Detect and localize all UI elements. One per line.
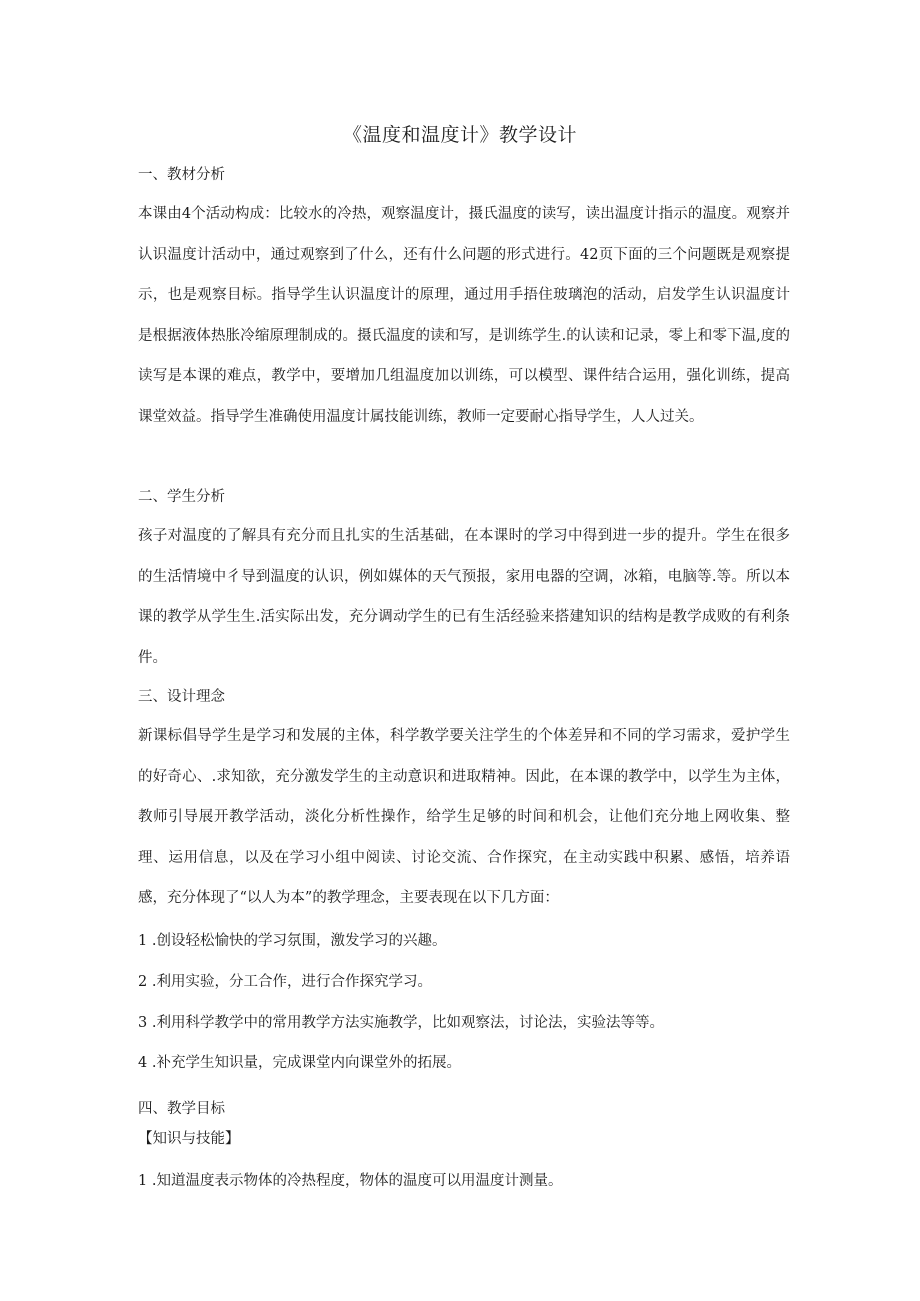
section-body-teaching-material: 本课由4个活动构成：比较水的冷热，观察温度计，摄氏温度的读写，读出温度计指示的温度。观察并认识温度计活动中，通过观察到了什么，还有什么问题的形式进行。42页下面的三个问题既是观察提示，也是观察目标。指导学生认识温度计的原理，通过用手捂住玻璃泡的活动，启发学生认识温度计是根据液体热胀冷缩原理制成的。摄氏温度的读和写，是训练学生.的认读和记录，零上和零下温,度的读写是本课的难点，教学中，要增加几组温度加以训练，可以模型、课件结合运用，强化训练，提高课堂效益。指导学生准确使用温度计属技能训练，教师一定要耐心指导学生，人人过关。 xyxy=(138,206,790,425)
teaching-objective-item: 1 .知道温度表示物体的冷热程度，物体的温度可以用温度计测量。 xyxy=(138,1173,563,1189)
design-concept-item: 2 .利用实验，分工合作，进行合作探究学习。 xyxy=(138,974,432,990)
section-heading-teaching-material: 一、教材分析 xyxy=(138,167,225,183)
design-concept-item: 1 .创设轻松愉快的学习氛围，激发学习的兴趣。 xyxy=(138,933,447,949)
design-concept-item: 3 .利用科学教学中的常用教学方法实施教学，比如观察法，讨论法，实验法等等。 xyxy=(138,1015,664,1031)
design-concept-item: 4 .补充学生知识量，完成课堂内向课堂外的拓展。 xyxy=(138,1055,461,1071)
document-title: 《温度和温度计》教学设计 xyxy=(342,124,577,146)
section-heading-teaching-objectives: 四、教学目标 xyxy=(138,1101,225,1117)
section-heading-student-analysis: 二、学生分析 xyxy=(138,489,225,505)
section-heading-design-concept: 三、设计理念 xyxy=(138,689,225,705)
subheading-knowledge-skills: 【知识与技能】 xyxy=(138,1131,240,1147)
section-body-design-concept: 新课标倡导学生是学习和发展的主体，科学教学要关注学生的个体差异和不同的学习需求，爱护学生的好奇心、.求知欲，充分激发学生的主动意识和进取精神。因此，在本课的教学中，以学生为主体，教师引导展开教学活动，淡化分析性操作，给学生足够的时间和机会，让他们充分地上网收集、整理、运用信息，以及在学习小组中阅读、讨论交流、合作探究，在主动实践中积累、感悟，培养语感，充分体现了“以人为本”的教学理念，主要表现在以下几方面： xyxy=(138,728,790,906)
section-body-student-analysis: 孩子对温度的了解具有充分而且扎实的生活基础，在本课时的学习中得到进一步的提升。学生在很多的生活情境中彳导到温度的认识，例如媒体的天气预报，家用电器的空调，冰箱，电脑等.等。所以本课的教学从学生生.活实际出发，充分调动学生的已有生活经验来搭建知识的结构是教学成败的有利条件。 xyxy=(138,528,790,666)
